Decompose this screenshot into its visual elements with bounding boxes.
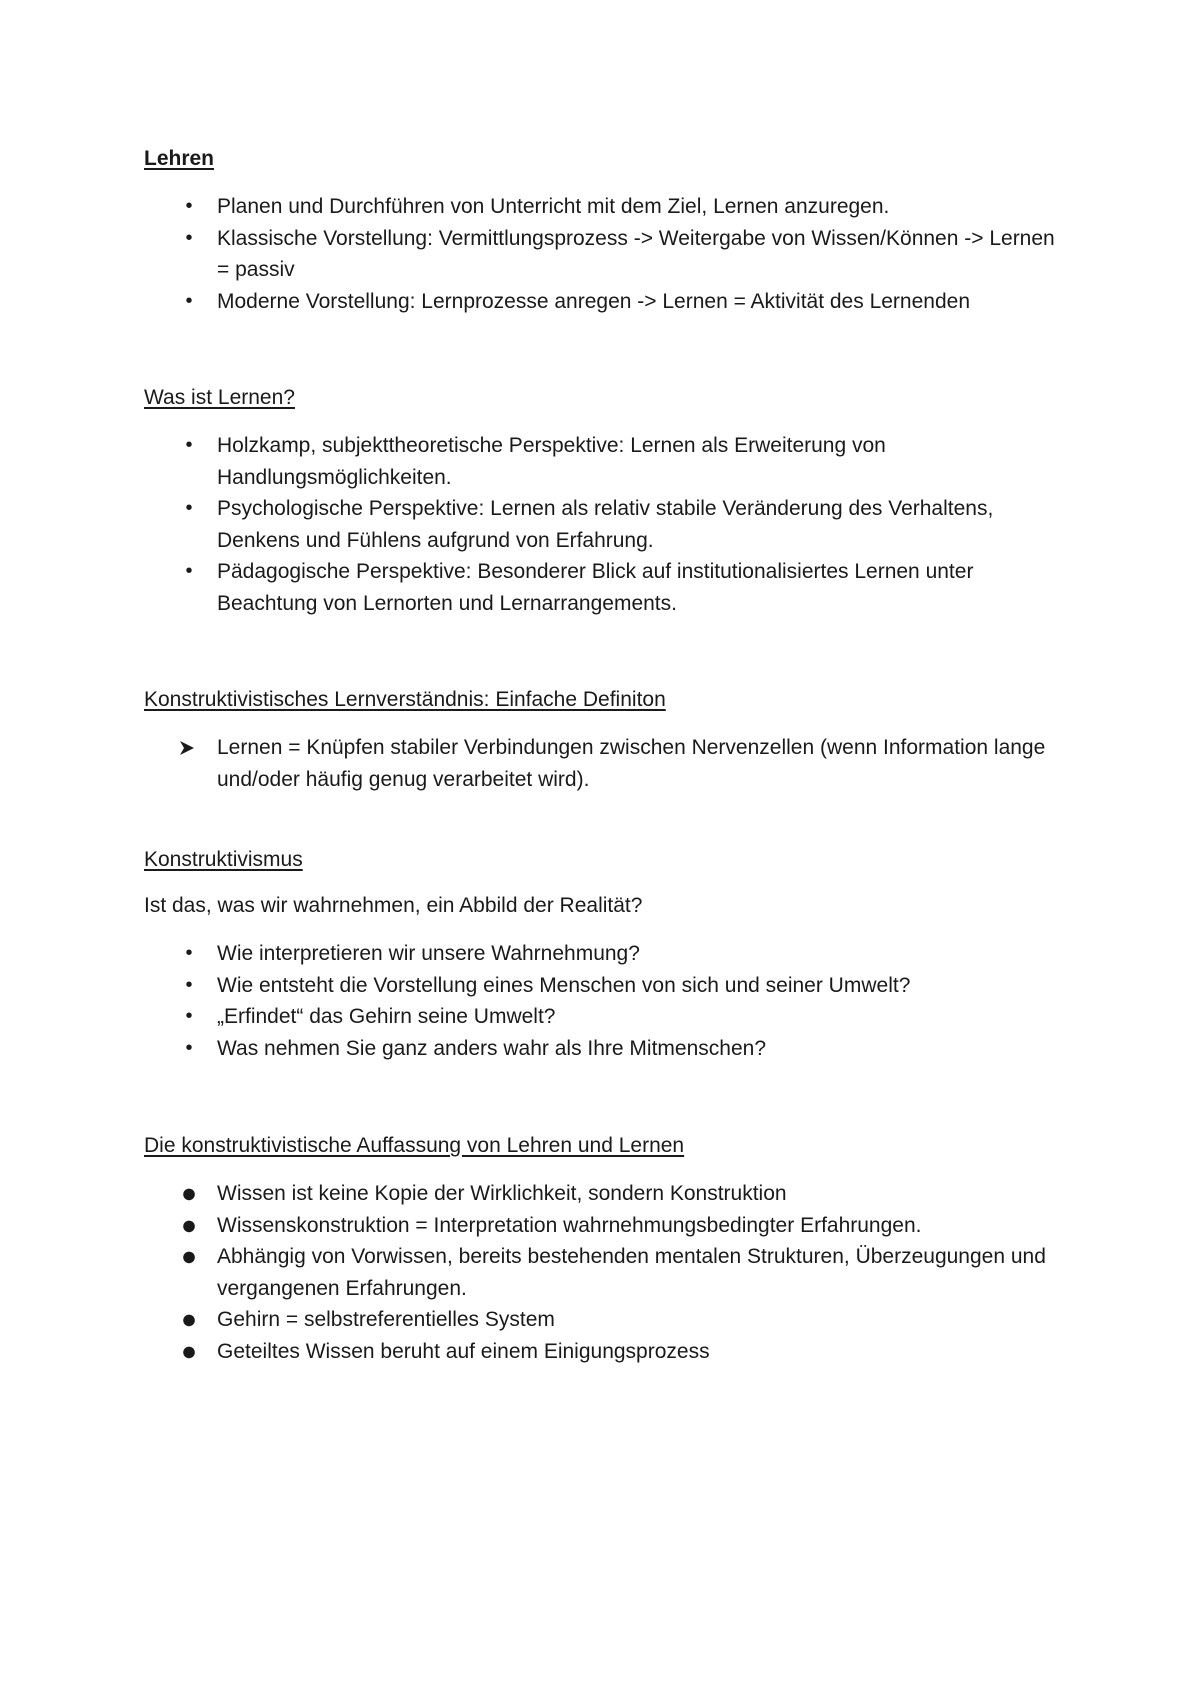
list-item-text: Geteiltes Wissen beruht auf einem Einigungsprozess	[217, 1339, 710, 1363]
list-auffassung	[144, 1178, 1064, 1367]
list-item	[144, 970, 1064, 1002]
bullet-icon: •	[185, 497, 193, 519]
list-lehren	[144, 191, 1064, 317]
list-item	[144, 1001, 1064, 1033]
bullet-icon: •	[185, 226, 193, 249]
list-item-text: Planen und Durchführen von Unterricht mit dem Ziel, Lernen anzuregen.	[217, 195, 890, 218]
bullet-icon: ●	[180, 1241, 198, 1271]
list-item	[144, 938, 1064, 970]
list-item	[144, 493, 1064, 556]
bullet-icon: •	[185, 289, 193, 312]
list-item-text: Abhängig von Vorwissen, bereits bestehenden mentalen Strukturen, Überzeugungen und vergangenen Erfahrungen.	[217, 1245, 1046, 1300]
list-item-text: „Erfindet“ das Gehirn seine Umwelt?	[217, 1005, 556, 1028]
bullet-icon: ●	[180, 1178, 198, 1208]
bullet-icon: •	[185, 434, 193, 456]
list-item-text: Was nehmen Sie ganz anders wahr als Ihre Mitmenschen?	[217, 1036, 766, 1060]
list-item-text: Wissen ist keine Kopie der Wirklichkeit, sondern Konstruktion	[217, 1182, 787, 1205]
list-item	[144, 556, 1064, 619]
list-item	[144, 1033, 1064, 1065]
list-item-text: Wie entsteht die Vorstellung eines Menschen von sich und seiner Umwelt?	[217, 973, 911, 997]
heading-lernverstaendnis: Konstruktivistisches Lernverständnis: Einfache Definiton	[144, 688, 666, 711]
list-item	[144, 191, 1064, 223]
bullet-icon: •	[185, 560, 193, 582]
list-item	[144, 1336, 1064, 1368]
list-item	[144, 1178, 1064, 1210]
list-item-text: Psychologische Perspektive: Lernen als relativ stabile Veränderung des Verhaltens, Denkens und Fühlens aufgrund von Erfahrung.	[217, 497, 994, 552]
list-item	[144, 1304, 1064, 1336]
bullet-icon: •	[185, 973, 193, 996]
list-item-text: Lernen = Knüpfen stabiler Verbindungen zwischen Nervenzellen (wenn Information lange und/oder häufig genug verarbeitet wird).	[217, 736, 1046, 791]
bullet-icon: •	[185, 1005, 193, 1027]
list-was-ist-lernen	[144, 430, 1064, 619]
list-item	[144, 286, 1064, 318]
intro-question: Ist das, was wir wahrnehmen, ein Abbild der Realität?	[144, 894, 643, 917]
list-item	[144, 1241, 1064, 1304]
list-item-text: Pädagogische Perspektive: Besonderer Blick auf institutionalisiertes Lernen unter Beachtung von Lernorten und Lernarrangements.	[217, 560, 974, 615]
list-item-text: Wissenskonstruktion = Interpretation wahrnehmungsbedingter Erfahrungen.	[217, 1213, 922, 1237]
list-item-text: Holzkamp, subjekttheoretische Perspektive: Lernen als Erweiterung von Handlungsmöglichkeiten.	[217, 434, 886, 489]
list-item	[144, 430, 1064, 493]
arrowhead-bullet-icon	[179, 740, 195, 756]
list-lernverstaendnis	[144, 732, 1064, 795]
bullet-icon: •	[185, 942, 193, 964]
list-konstruktivismus	[144, 938, 1064, 1064]
list-item	[144, 1210, 1064, 1242]
heading-konstruktivismus: Konstruktivismus	[144, 848, 303, 871]
heading-lehren: Lehren	[144, 147, 215, 170]
bullet-icon: ●	[180, 1209, 198, 1240]
list-item	[144, 223, 1064, 286]
bullet-icon: ●	[180, 1304, 198, 1334]
heading-auffassung: Die konstruktivistische Auffassung von Lehren und Lernen	[144, 1134, 685, 1157]
list-item-text: Moderne Vorstellung: Lernprozesse anregen -> Lernen = Aktivität des Lernenden	[217, 289, 970, 313]
list-item	[144, 732, 1064, 795]
list-item-text: Wie interpretieren wir unsere Wahrnehmung?	[217, 942, 640, 965]
heading-was-ist-lernen: Was ist Lernen?	[144, 386, 295, 409]
list-item-text: Klassische Vorstellung: Vermittlungsprozess -> Weitergabe von Wissen/Können -> Lernen = passiv	[217, 226, 1055, 281]
bullet-icon: •	[185, 195, 193, 217]
bullet-icon: ●	[180, 1335, 198, 1366]
list-item-text: Gehirn = selbstreferentielles System	[217, 1308, 555, 1331]
bullet-icon: •	[185, 1036, 193, 1059]
